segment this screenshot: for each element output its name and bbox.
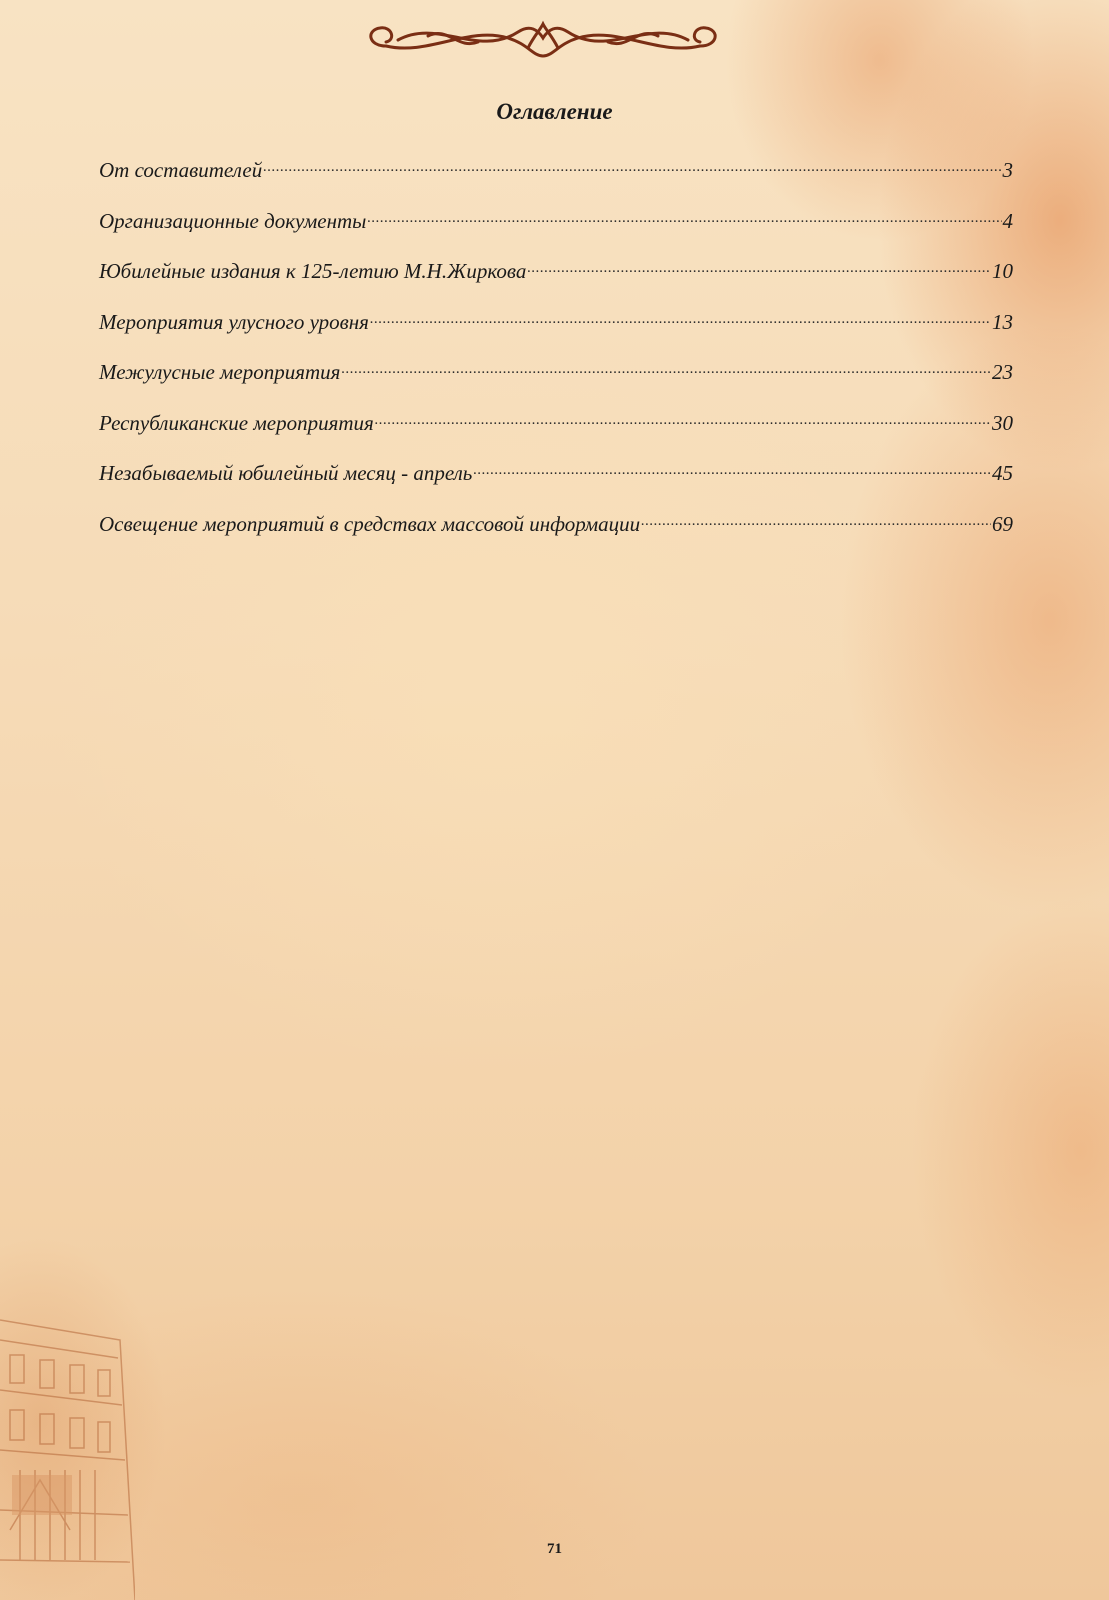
toc-entry-page: 69	[992, 511, 1013, 536]
toc-entry-label: Республиканские мероприятия	[99, 410, 374, 435]
toc-entry-page: 3	[1002, 158, 1013, 183]
toc-entry-label: Незабываемый юбилейный месяц - апрель	[99, 461, 473, 486]
toc-entry-page: 4	[1002, 208, 1013, 233]
toc-entry-page: 23	[992, 360, 1013, 385]
toc-title: Оглавление	[496, 99, 613, 124]
toc-leader-dots	[641, 506, 991, 531]
toc-leader-dots	[375, 405, 991, 430]
toc-entry-page: 10	[992, 259, 1013, 284]
decorative-scroll-ornament	[358, 16, 728, 66]
toc-leader-dots	[370, 304, 991, 329]
toc-entry-label: Организационные документы	[99, 208, 367, 233]
toc-entry[interactable]	[99, 152, 1013, 203]
toc-entry[interactable]	[99, 455, 1013, 506]
toc-leader-dots	[263, 152, 1001, 177]
toc-entry-label: Межулусные мероприятия	[99, 360, 341, 385]
toc-entry-label: Юбилейные издания к 125-летию М.Н.Жиркова	[99, 259, 527, 284]
toc-entry-page: 13	[992, 309, 1013, 334]
toc-leader-dots	[527, 253, 991, 278]
toc-entry[interactable]	[99, 253, 1013, 304]
toc-entry[interactable]	[99, 304, 1013, 355]
toc-leader-dots	[367, 203, 1001, 228]
toc-leader-dots	[473, 455, 991, 480]
toc-entry-label: Мероприятия улусного уровня	[99, 309, 369, 334]
toc-entry-page: 30	[992, 410, 1013, 435]
table-of-contents	[99, 152, 1013, 556]
toc-leader-dots	[341, 354, 991, 379]
toc-entry-label: От составителей	[99, 158, 263, 183]
toc-entry-label: Освещение мероприятий в средствах массовой информации	[99, 511, 641, 536]
toc-entry[interactable]	[99, 405, 1013, 456]
toc-entry[interactable]	[99, 203, 1013, 254]
toc-entry[interactable]	[99, 506, 1013, 557]
page-number: 71	[547, 1541, 562, 1557]
toc-entry[interactable]	[99, 354, 1013, 405]
toc-entry-page: 45	[992, 461, 1013, 486]
